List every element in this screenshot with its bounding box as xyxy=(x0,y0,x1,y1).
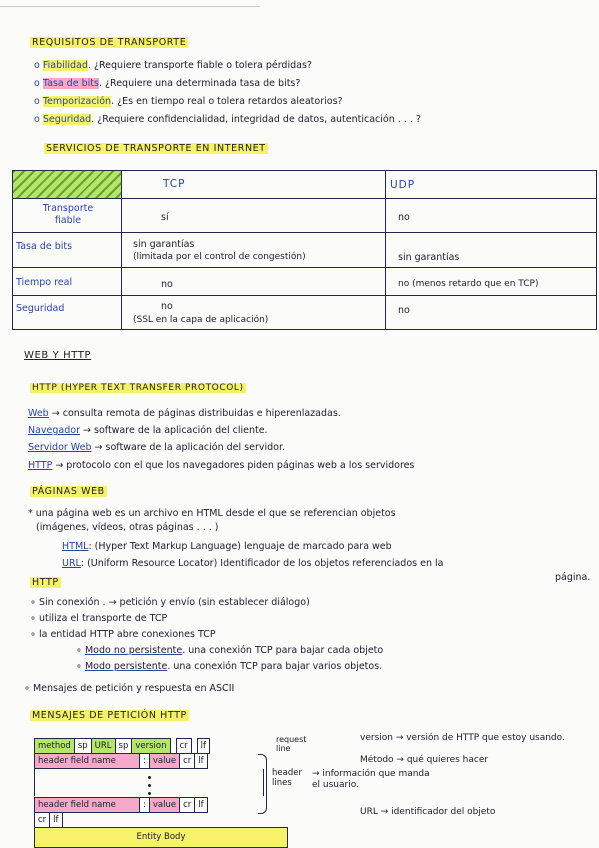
box-sp: sp xyxy=(74,738,92,754)
cell-tcp: sin garantías xyxy=(133,239,195,250)
box-version: version xyxy=(131,738,170,754)
cell-tcp-note: (SSL en la capa de aplicación) xyxy=(133,315,269,325)
box-url: URL xyxy=(91,738,116,754)
http-mensajes: ∘ Mensajes de petición y respuesta en ASCII xyxy=(24,683,235,694)
box-method: method xyxy=(34,738,75,754)
col-divider xyxy=(121,171,122,329)
header-lines-label: header lines xyxy=(272,768,302,788)
term: Seguridad xyxy=(42,114,92,125)
requisito-item-4: o Seguridad. ¿Requiere confidencialidad, integridad de datos, autenticación . . . ? xyxy=(34,114,421,125)
desc: . una conexión TCP para bajar cada objeto xyxy=(182,645,384,656)
box-colon: : xyxy=(139,753,150,769)
row-divider xyxy=(13,295,596,296)
box-value: value xyxy=(149,753,180,769)
def-navegador xyxy=(28,425,268,436)
desc: . ¿Es en tiempo real o tolera retardos aleatorios? xyxy=(111,96,343,107)
desc: : (Hyper Text Markup Language) lenguaje de marcado para web xyxy=(88,541,392,552)
cell-tcp: sí xyxy=(161,212,169,223)
term: Navegador xyxy=(28,425,80,436)
def-web xyxy=(28,408,341,419)
http-item-3: ∘ la entidad HTTP abre conexiones TCP xyxy=(30,629,216,640)
header-row-1 xyxy=(34,753,207,769)
box-sp: sp xyxy=(115,738,133,754)
paginas-line-2: (imágenes, vídeos, otras páginas . . . ) xyxy=(36,522,219,533)
header-row-2 xyxy=(34,797,207,813)
term: Fiabilidad xyxy=(42,60,88,71)
modo-persistente: ∘ Modo persistente. una conexión TCP para bajar varios objetos. xyxy=(76,661,383,672)
term: URL xyxy=(62,558,81,569)
top-rule xyxy=(0,6,260,7)
cell-udp: no xyxy=(398,305,410,316)
row-label-transporte: Transporte fiable xyxy=(42,203,94,226)
header-brace xyxy=(258,754,267,814)
desc: : (Uniform Resource Locator) Identificador de los objetos referenciados en la xyxy=(80,558,444,569)
box-cr: cr xyxy=(179,797,195,813)
row-divider xyxy=(13,232,596,233)
servicios-title: SERVICIOS DE TRANSPORTE EN INTERNET xyxy=(46,143,266,154)
desc: . ¿Requiere confidencialidad, integridad de datos, autenticación . . . ? xyxy=(91,114,421,125)
requisito-item-1: o Fiabilidad. ¿Requiere transporte fiable o tolera pérdidas? xyxy=(34,60,312,71)
box-lf: lf xyxy=(194,797,207,813)
desc: . ¿Requiere una determinada tasa de bits? xyxy=(98,78,301,89)
box-header-field-name: header field name xyxy=(34,797,140,813)
term: Temporización xyxy=(42,96,112,107)
request-line-boxes xyxy=(34,738,209,754)
cell-udp: no (menos retardo que en TCP) xyxy=(398,279,539,289)
box-cr: cr xyxy=(176,738,192,754)
desc: . una conexión TCP para bajar varios objetos. xyxy=(167,661,383,672)
box-header-field-name: header field name xyxy=(34,753,140,769)
row-divider xyxy=(13,198,596,199)
http-item-2: ∘ utiliza el transporte de TCP xyxy=(30,613,168,624)
desc: → software de la aplicación del servidor. xyxy=(91,442,286,453)
cell-tcp-note: (limitada por el control de congestión) xyxy=(133,252,306,262)
box-cr: cr xyxy=(34,812,50,828)
col-header-udp: UDP xyxy=(390,179,416,191)
requisitos-title: REQUISITOS DE TRANSPORTE xyxy=(32,37,187,48)
box-cr: cr xyxy=(179,753,195,769)
paginas-line-1: * una página web es un archivo en HTML desde el que se referencian objetos xyxy=(28,508,396,519)
url-desc: URL → identificador del objeto xyxy=(360,807,496,817)
cell-tcp: no xyxy=(161,301,173,312)
desc: . ¿Requiere transporte fiable o tolera pérdidas? xyxy=(87,60,312,71)
def-servidor xyxy=(28,442,285,453)
term: HTML xyxy=(62,541,89,552)
web-http-title: WEB Y HTTP xyxy=(24,350,92,361)
url-def-cont: página. xyxy=(555,572,591,583)
box-colon: : xyxy=(139,797,150,813)
header-ellipsis-box xyxy=(34,769,264,796)
col-header-tcp: TCP xyxy=(163,178,186,190)
box-lf: lf xyxy=(49,812,62,828)
cell-udp: sin garantías xyxy=(398,252,460,263)
entity-body-label: Entity Body xyxy=(136,832,186,842)
def-http xyxy=(28,460,414,471)
request-line-label: request line xyxy=(276,735,307,753)
html-def xyxy=(62,541,392,552)
term: Modo no persistente xyxy=(84,645,183,656)
box-lf: lf xyxy=(197,738,210,754)
http-subtitle: HTTP (HYPER TEXT TRANSFER PROTOCOL) xyxy=(32,383,244,393)
paginas-title: PÁGINAS WEB xyxy=(32,486,105,497)
box-lf: lf xyxy=(194,753,207,769)
row-divider xyxy=(13,267,596,268)
url-def xyxy=(62,558,443,569)
desc: → consulta remota de páginas distribuidas e hiperenlazadas. xyxy=(48,408,341,419)
requisito-item-2: o Tasa de bits. ¿Requiere una determinada tasa de bits? xyxy=(34,78,301,89)
box-value: value xyxy=(149,797,180,813)
desc: → protocolo con el que los navegadores piden páginas web a los servidores xyxy=(52,460,415,471)
col-divider xyxy=(385,171,386,329)
row-label-tasa: Tasa de bits xyxy=(16,241,73,252)
transport-table xyxy=(12,170,597,330)
term: Web xyxy=(28,408,49,419)
row-label-seguridad: Seguridad xyxy=(16,303,65,314)
modo-no-persistente: ∘ Modo no persistente. una conexión TCP para bajar cada objeto xyxy=(76,645,384,656)
peticion-title: MENSAJES DE PETICIÓN HTTP xyxy=(32,710,187,721)
term: Servidor Web xyxy=(28,442,92,453)
table-corner-hatch xyxy=(13,171,121,198)
version-desc: version → versión de HTTP que estoy usando. xyxy=(360,733,565,743)
metodo-desc: Método → qué quieres hacer xyxy=(360,755,489,765)
term: Modo persistente xyxy=(84,661,168,672)
row-label-tiempo: Tiempo real xyxy=(16,277,73,288)
requisito-item-3: o Temporización. ¿Es en tiempo real o tolera retardos aleatorios? xyxy=(34,96,343,107)
http-item-1: ∘ Sin conexión . → petición y envío (sin establecer diálogo) xyxy=(30,597,310,608)
cell-tcp: no xyxy=(161,279,173,290)
header-lines-desc: → información que manda el usuario. xyxy=(312,769,430,790)
entity-body-box xyxy=(34,827,288,848)
cell-udp: no xyxy=(398,212,410,223)
term: Tasa de bits xyxy=(42,78,99,89)
desc: → software de la aplicación del cliente. xyxy=(80,425,268,436)
blank-line-row xyxy=(34,812,62,828)
term: HTTP xyxy=(28,460,53,471)
http-title: HTTP xyxy=(32,577,59,588)
